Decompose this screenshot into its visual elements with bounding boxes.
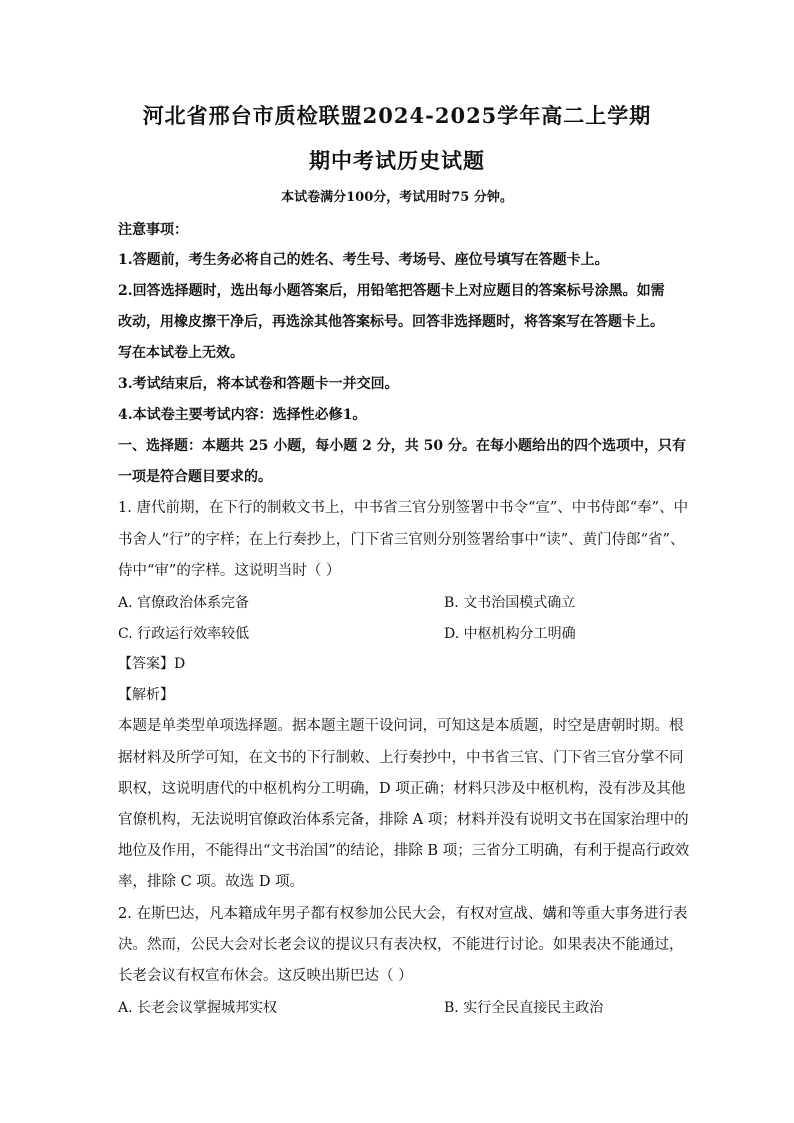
question-2-line1: 2. 在斯巴达，凡本籍成年男子都有权参加公民大会，有权对宣战、媾和等重大事务进行表 [118, 906, 688, 922]
question-1-analysis-label: 【解析】 [118, 687, 174, 703]
note-3: 3.考试结束后，将本试卷和答题卡一并交回。 [118, 376, 399, 392]
question-1-line3: 侍中“审”的字样。这说明当时（ ） [118, 563, 341, 579]
document-title-line1: 河北省邢台市质检联盟2024-2025学年高二上学期 [142, 103, 652, 128]
note-2-line1: 2.回答选择题时，选出每小题答案后，用铅笔把答题卡上对应题目的答案标号涂黑。如需 [118, 283, 665, 299]
question-1-line1: 1. 唐代前期，在下行的制敕文书上，中书省三官分别签署中书令“宣”、中书侍郎“奉”、中 [118, 500, 689, 516]
question-2-option-a: A. 长老会议掌握城邦实权 [118, 1000, 278, 1016]
exam-info: 本试卷满分100分，考试用时75 分钟。 [281, 190, 513, 205]
note-1: 1.答题前，考生务必将自己的姓名、考生号、考场号、座位号填写在答题卡上。 [118, 252, 609, 268]
note-4: 4.本试卷主要考试内容：选择性必修1。 [118, 407, 367, 423]
question-2-line2: 决。然而，公民大会对长老会议的提议只有表决权，不能进行讨论。如果表决不能通过， [118, 937, 684, 953]
section-heading-line1: 一、选择题：本题共 25 小题，每小题 2 分，共 50 分。在每小题给出的四个选项中，只有 [118, 438, 686, 454]
question-1-answer: 【答案】D [118, 656, 186, 672]
question-1-analysis-line1: 本题是单类型单项选择题。据本题主题干设问词，可知这是本质题，时空是唐朝时期。根 [118, 718, 684, 734]
question-1-analysis-line2: 据材料及所学可知，在文书的下行制敕、上行奏抄中，中书省三官、门下省三官分掌不同 [118, 750, 684, 766]
question-1-option-b: B. 文书治国模式确立 [444, 595, 576, 611]
note-2-line2: 改动，用橡皮擦干净后，再选涂其他答案标号。回答非选择题时，将答案写在答题卡上。 [118, 314, 664, 330]
question-2-option-b: B. 实行全民直接民主政治 [444, 1000, 604, 1016]
document-title-line2: 期中考试历史试题 [309, 148, 485, 173]
section-heading-line2: 一项是符合题目要求的。 [118, 469, 272, 485]
question-1-analysis-line5: 地位及作用，不能得出“文书治国”的结论，排除 B 项；三省分工明确，有利于提高行政效 [118, 843, 690, 859]
notes-heading: 注意事项： [118, 222, 188, 238]
question-1-option-c: C. 行政运行效率较低 [118, 626, 250, 642]
question-1-option-d: D. 中枢机构分工明确 [444, 626, 576, 642]
question-1-line2: 书舍人“行”的字样；在上行奏抄上，门下省三官则分别签署给事中“读”、黄门侍郎“省”、 [118, 532, 685, 548]
question-2-line3: 长老会议有权宣布休会。这反映出斯巴达（ ） [118, 968, 413, 984]
question-1-analysis-line3: 职权，这说明唐代的中枢机构分工明确，D 项正确；材料只涉及中枢机构，没有涉及其他 [118, 781, 686, 797]
question-1-analysis-line6: 率，排除 C 项。故选 D 项。 [118, 874, 305, 890]
note-2-line3: 写在本试卷上无效。 [118, 345, 244, 361]
question-1-option-a: A. 官僚政治体系完备 [118, 595, 250, 611]
question-1-analysis-line4: 官僚机构，无法说明官僚政治体系完备，排除 A 项；材料并没有说明文书在国家治理中的 [118, 812, 689, 828]
